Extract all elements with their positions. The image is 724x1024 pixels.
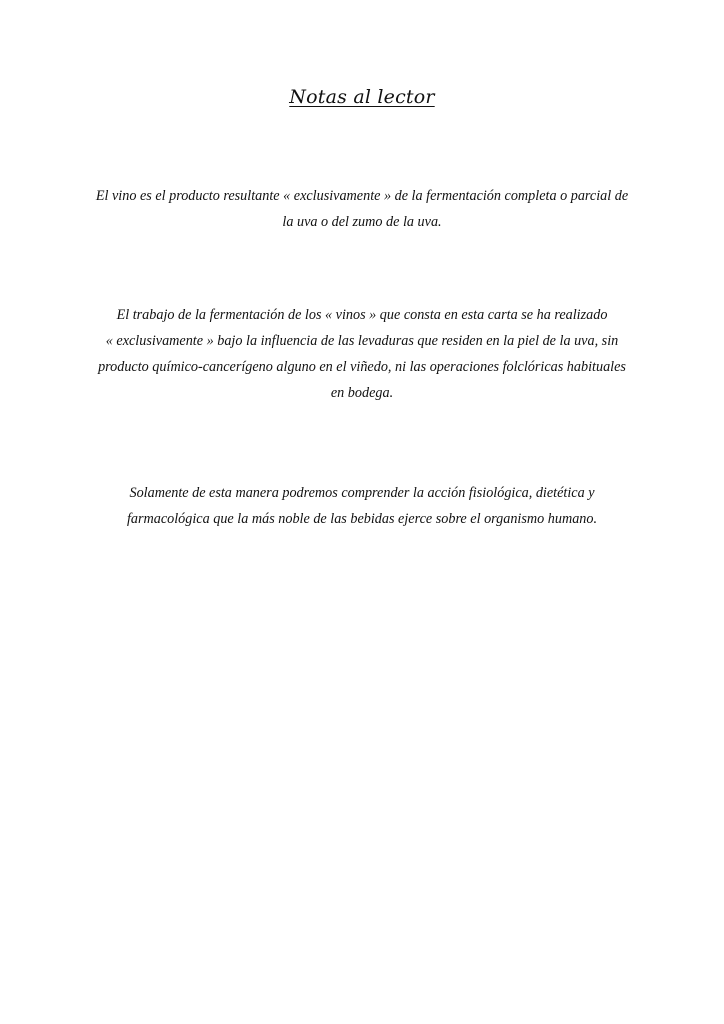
- paragraph-line: El vino es el producto resultante « exclusivamente » de la fermentación completa o parcial de: [95, 188, 629, 204]
- paragraph-fermentation: [72, 302, 652, 406]
- paragraph-line: Solamente de esta manera podremos comprender la acción fisiológica, dietética y: [129, 485, 595, 501]
- page-title-text: Notas al lector: [289, 86, 435, 108]
- paragraph-definition: [72, 183, 652, 235]
- paragraph-line: en bodega.: [330, 385, 394, 401]
- paragraph-line: farmacológica que la más noble de las bebidas ejerce sobre el organismo humano.: [126, 511, 598, 527]
- paragraph-line: El trabajo de la fermentación de los « vinos » que consta en esta carta se ha realizado: [116, 307, 608, 323]
- paragraph-line: « exclusivamente » bajo la influencia de las levaduras que residen en la piel de la uva, sin: [105, 333, 619, 349]
- paragraph-line: producto químico-cancerígeno alguno en el viñedo, ni las operaciones folclóricas habituales: [98, 359, 626, 375]
- page-title: [0, 86, 724, 108]
- paragraph-line: la uva o del zumo de la uva.: [282, 214, 442, 230]
- paragraph-conclusion: [72, 480, 652, 532]
